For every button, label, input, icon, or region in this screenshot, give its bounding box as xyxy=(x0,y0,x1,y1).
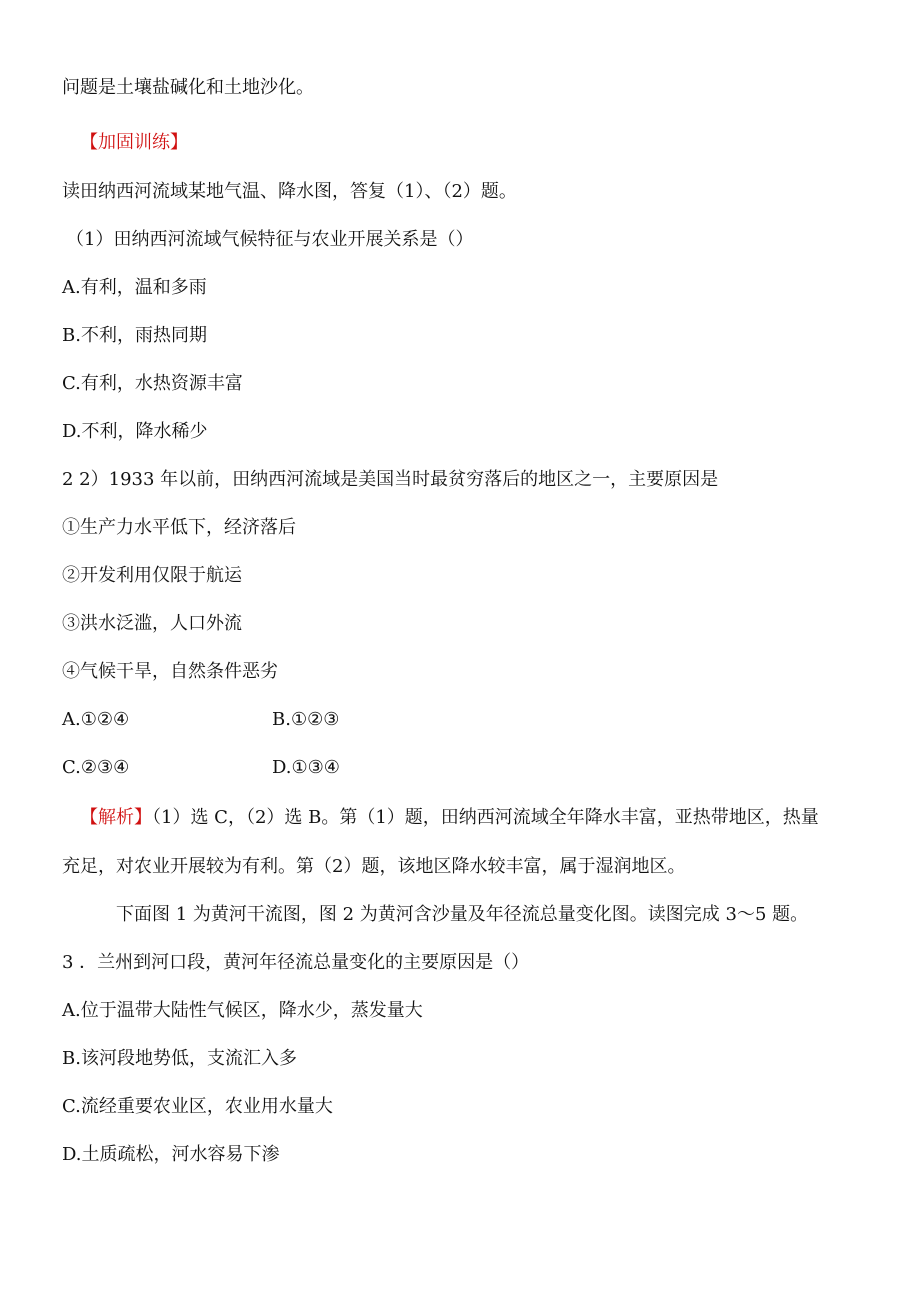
analysis-label: 【解析】 xyxy=(80,807,152,828)
question-2-stem: 2 2）1933 年以前，田纳西河流域是美国当时最贫穷落后的地区之一，主要原因是 xyxy=(62,469,719,490)
question-2-option-d: D.①③④ xyxy=(272,757,340,778)
question-2-statement-3: ③洪水泛滥，人口外流 xyxy=(62,613,242,634)
paragraph-conclusion: 问题是土壤盐碱化和土地沙化。 xyxy=(62,77,314,98)
question-2-option-b: B.①②③ xyxy=(272,709,340,730)
question-1-stem: （1）田纳西河流域气候特征与农业开展关系是（） xyxy=(66,229,474,250)
question-2-options-row-2 xyxy=(62,756,340,780)
question-2-option-a: A.①②④ xyxy=(62,709,130,730)
section-heading-reinforcement: 【加固训练】 xyxy=(80,132,188,153)
question-1-option-c: C.有利，水热资源丰富 xyxy=(62,373,243,394)
question-2-option-c: C.②③④ xyxy=(62,757,130,778)
question-3-option-b: B.该河段地势低，支流汇入多 xyxy=(62,1048,297,1069)
question-2-statement-1: ①生产力水平低下，经济落后 xyxy=(62,517,296,538)
analysis-line-2: 充足，对农业开展较为有利。第（2）题，该地区降水较丰富，属于湿润地区。 xyxy=(62,856,686,877)
question-3-stem: 3 ．兰州到河口段，黄河年径流总量变化的主要原因是（） xyxy=(62,952,530,973)
analysis-text: （1）选 C，（2）选 B。第（1）题，田纳西河流域全年降水丰富，亚热带地区，热量 xyxy=(152,807,819,828)
question-2-statement-4: ④气候干旱，自然条件恶劣 xyxy=(62,661,278,682)
question-1-option-a: A.有利，温和多雨 xyxy=(62,277,207,298)
analysis-line-1 xyxy=(80,806,819,830)
question-2-options-row-1 xyxy=(62,708,340,732)
question-1-option-b: B.不利，雨热同期 xyxy=(62,325,207,346)
question-1-option-d: D.不利，降水稀少 xyxy=(62,421,208,442)
question-3-option-d: D.土质疏松，河水容易下渗 xyxy=(62,1144,280,1165)
question-3-option-c: C.流经重要农业区，农业用水量大 xyxy=(62,1096,333,1117)
question-3-option-a: A.位于温带大陆性气候区，降水少，蒸发量大 xyxy=(62,1000,423,1021)
question-intro: 读田纳西河流域某地气温、降水图，答复（1）、（2）题。 xyxy=(62,181,517,202)
question-2-statement-2: ②开发利用仅限于航运 xyxy=(62,565,242,586)
figure-intro: 下面图 1 为黄河干流图，图 2 为黄河含沙量及年径流总量变化图。读图完成 3～5 题。 xyxy=(116,904,809,925)
